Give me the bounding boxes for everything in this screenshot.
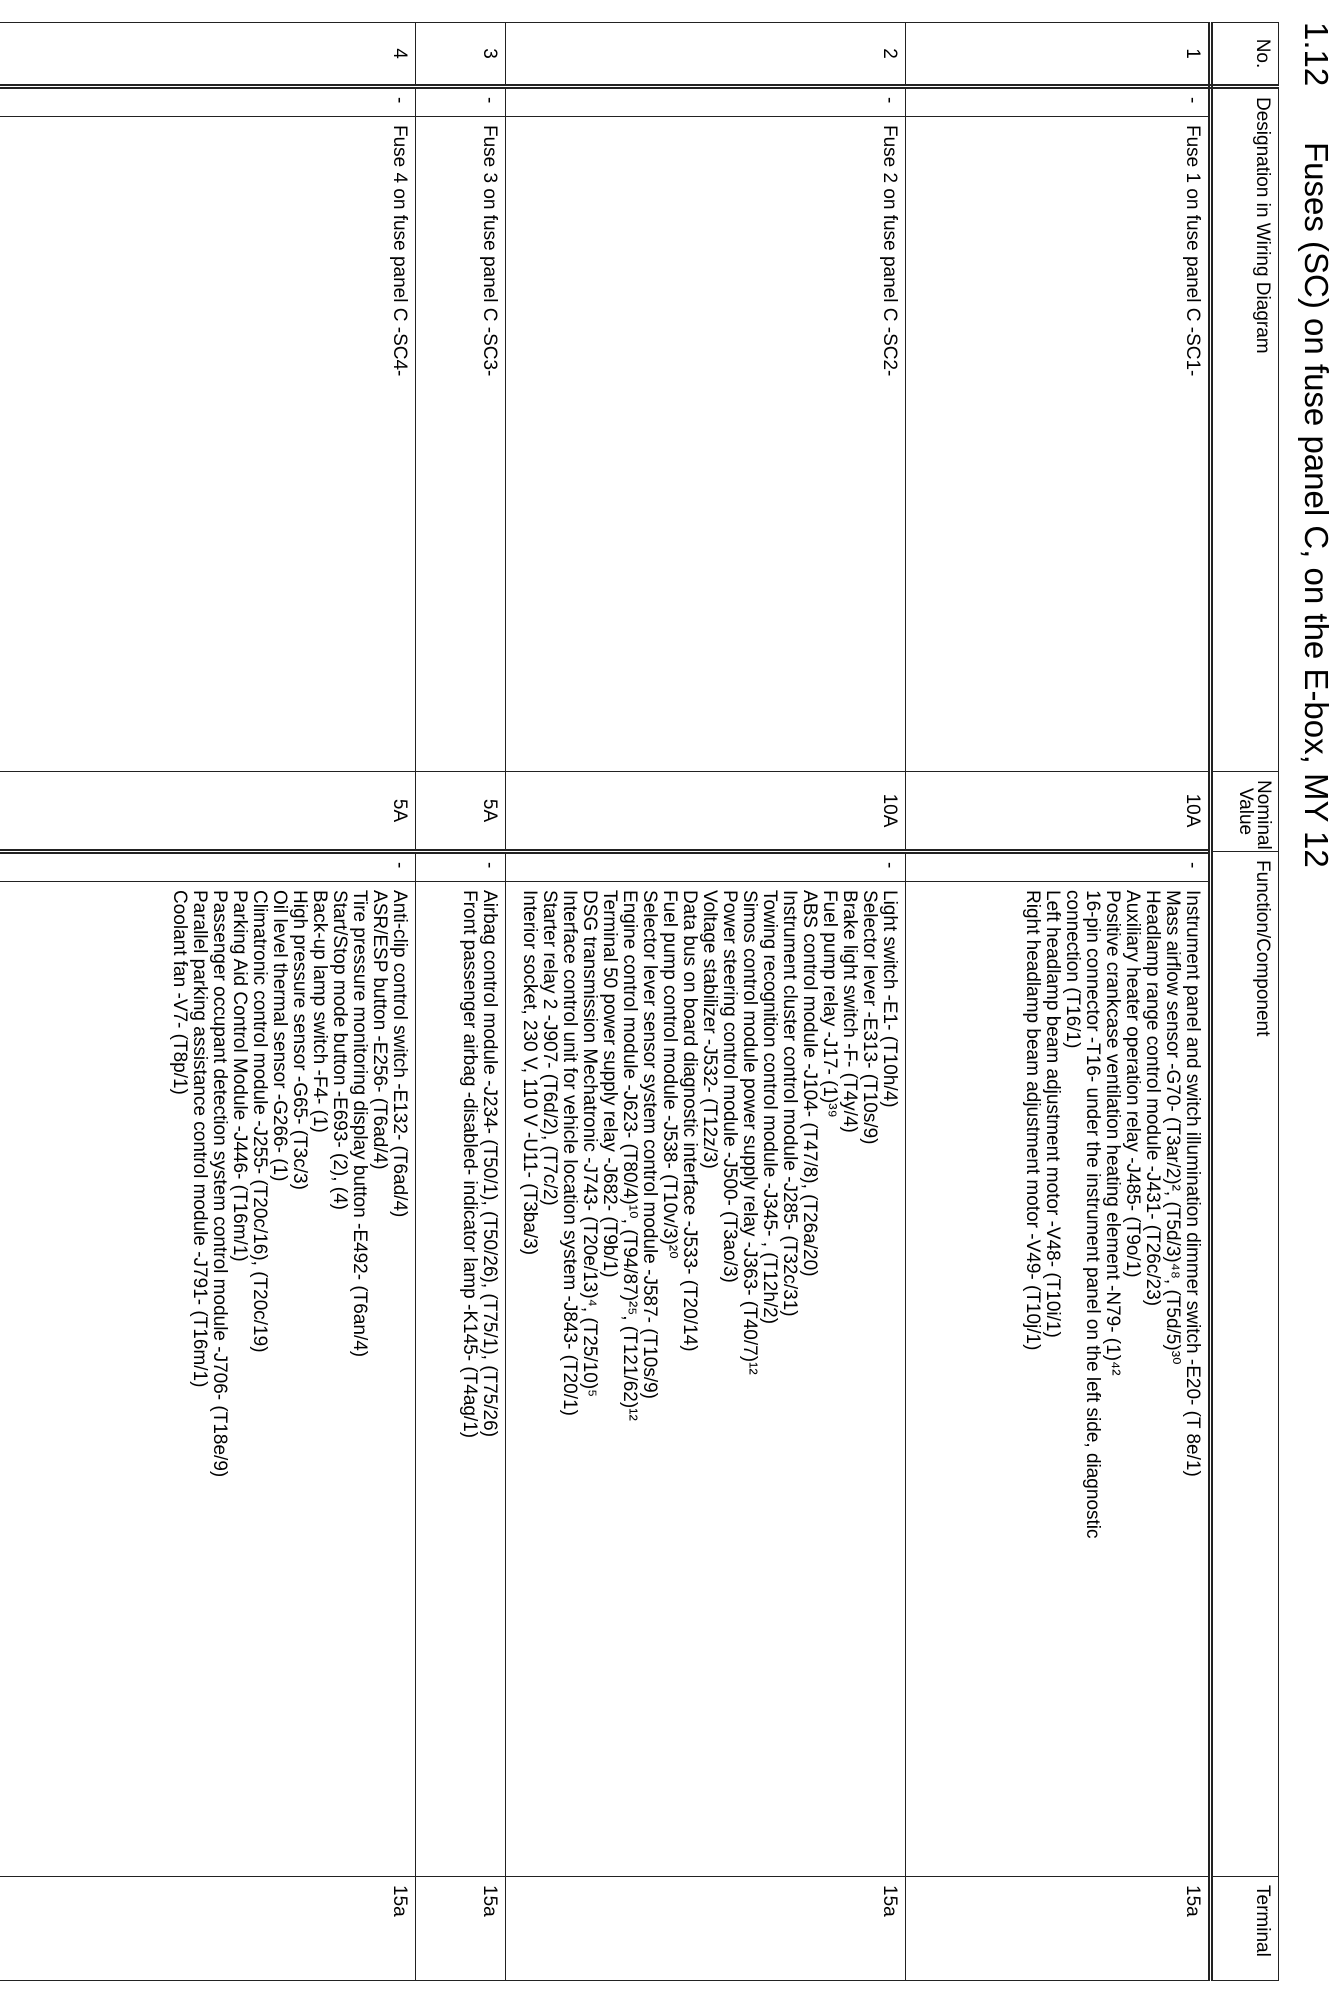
function-component-item: Parallel parking assistance control module -J791- (T16m/1) [189, 890, 210, 1388]
designation: Fuse 3 on fuse panel C -SC3- [416, 117, 506, 772]
function-component-item: Climatronic control module -J255- (T20c/16), (T20c/19) [249, 890, 270, 1353]
function-component-item: Anti-clip control switch -E132- (T6ad/4) [389, 890, 410, 1218]
function-component-item: Mass airflow sensor -G70- (T3ar/2)², (T5d/3)⁴⁸, (T5d/5)³⁰ [1162, 890, 1183, 1365]
section-number: 1.12 [1298, 22, 1335, 87]
table-body [0, 23, 1211, 1981]
designation-dash: - [906, 87, 1211, 117]
function-component-item: Interface control unit for vehicle location system -J843- (T20/1) [559, 890, 580, 1416]
nominal-value: 5A [0, 772, 416, 852]
designation-dash: - [416, 87, 506, 117]
table-row [906, 23, 1211, 1981]
function-component-item: Power steering control module -J500- (T3ao/3) [719, 890, 740, 1283]
function-component-list [906, 882, 1211, 1877]
function-component-item: Towing recognition control module -J345- , (T12h/2) [759, 890, 780, 1325]
section-title [1297, 22, 1335, 868]
function-component-item: Headlamp range control module -J431- (T26c/23) [1142, 890, 1163, 1307]
terminal: 15a [416, 1877, 506, 1981]
header-terminal: Terminal [1211, 1877, 1279, 1981]
function-component-item: Fuel pump control module -J538- (T10v/3)²⁰ [659, 890, 680, 1259]
function-component-item: Auxiliary heater operation relay -J485- (T9o/1) [1122, 890, 1143, 1278]
function-component-item: Coolant fan -V7- (T8p/1) [169, 890, 190, 1095]
fuse-number: 1 [906, 23, 1211, 87]
header-nominal-value: Nominal Value [1211, 772, 1279, 852]
function-dash: - [506, 852, 906, 882]
function-component-item: Right headlamp beam adjustment motor -V49- (T10j/1) [1022, 890, 1043, 1351]
function-component-item: ASR/ESP button -E256- (T6ad/4) [369, 890, 390, 1170]
function-dash: - [906, 852, 1211, 882]
function-component-item: Terminal 50 power supply relay -J682- (T9b/1) [599, 890, 620, 1278]
function-component-item: 16-pin connector -T16- under the instrument panel on the left side, diagnostic [1082, 890, 1103, 1539]
function-component-item: Starter relay 2 -J907- (T6d/2), (T7c/2) [539, 890, 560, 1206]
function-component-item: Airbag control module -J234- (T50/1), (T50/26), (T75/1), (T75/26) [479, 890, 500, 1438]
designation-dash: - [506, 87, 906, 117]
fuse-number: 4 [0, 23, 416, 87]
function-component-item: High pressure sensor -G65- (T3c/3) [289, 890, 310, 1190]
function-component-item: Selector lever -E313- (T10s/9) [859, 890, 880, 1145]
function-component-item: Simos control module power supply relay -J363- (T40/7)¹² [739, 890, 760, 1375]
function-component-item: DSG transmission Mechatronic -J743- (T20e/13)⁴, (T25/10)⁵ [579, 890, 600, 1398]
function-component-list [506, 882, 906, 1877]
function-component-item: Instrument panel and switch illumination dimmer switch -E20- (T 8e/1) [1182, 890, 1203, 1477]
function-dash: - [416, 852, 506, 882]
function-component-item: Oil level thermal sensor -G266- (1) [269, 890, 290, 1182]
table-row [0, 23, 416, 1981]
function-component-item: Fuel pump relay -J17- (1)³⁹ [819, 890, 840, 1118]
function-component-item: Tire pressure monitoring display button -E492- (T6an/4) [349, 890, 370, 1358]
header-no: No. [1211, 23, 1279, 87]
fuse-number: 3 [416, 23, 506, 87]
function-component-item: Interior socket, 230 V, 110 V -U11- (T3ba/3) [519, 890, 540, 1256]
function-component-item: Selector lever sensor system control module -J587- (T10s/9) [639, 890, 660, 1399]
header-function-component: Function/Component [1211, 852, 1279, 1877]
function-component-item: Light switch -E1- (T10h/4) [879, 890, 900, 1108]
designation: Fuse 2 on fuse panel C -SC2- [506, 117, 906, 772]
function-component-list [416, 882, 506, 1877]
nominal-value: 10A [906, 772, 1211, 852]
function-component-item: Parking Aid Control Module -J446- (T16m/1) [229, 890, 250, 1262]
terminal: 15a [0, 1877, 416, 1981]
terminal: 15a [906, 1877, 1211, 1981]
header-designation: Designation in Wiring Diagram [1211, 87, 1279, 772]
fuse-number: 2 [506, 23, 906, 87]
function-component-item: Left headlamp beam adjustment motor -V48- (T10i/1) [1042, 890, 1063, 1338]
function-component-item: Data bus on board diagnostic interface -J533- (T20/14) [679, 890, 700, 1352]
function-component-item: Engine control module -J623- (T80/4)¹⁰, (T94/87)²⁵, (T121/62)¹² [619, 890, 640, 1421]
function-component-item: Positive crankcase ventilation heating element -N79- (1)⁴² [1102, 890, 1123, 1376]
function-component-item: Brake light switch -F- (T4y/4) [839, 890, 860, 1133]
function-component-item: connection (T16/1) [1062, 890, 1083, 1049]
function-component-list [0, 882, 416, 1877]
section-title-text: Fuses (SC) on fuse panel C, on the E-box, MY 12 [1298, 142, 1335, 868]
function-component-item: Voltage stabilizer -J532- (T12z/3) [699, 890, 720, 1169]
function-component-item: Instrument cluster control module -J285- (T32c/31) [779, 890, 800, 1317]
function-component-item: ABS control module -J104- (T47/8), (T26a/20) [799, 890, 820, 1277]
function-component-item: Back-up lamp switch -F4- (1) [309, 890, 330, 1133]
terminal: 15a [506, 1877, 906, 1981]
function-component-item: Passenger occupant detection system control module -J706- (T18e/9) [209, 890, 230, 1478]
nominal-value: 10A [506, 772, 906, 852]
designation-dash: - [0, 87, 416, 117]
function-component-item: Front passenger airbag -disabled- indicator lamp -K145- (T4ag/1) [459, 890, 480, 1439]
designation: Fuse 4 on fuse panel C -SC4- [0, 117, 416, 772]
function-component-item: Start/Stop mode button -E693- (2), (4) [329, 890, 350, 1211]
table-row [416, 23, 506, 1981]
fuse-table [0, 22, 1279, 1981]
table-row [506, 23, 906, 1981]
table-header-row [1211, 23, 1279, 1981]
function-dash: - [0, 852, 416, 882]
designation: Fuse 1 on fuse panel C -SC1- [906, 117, 1211, 772]
nominal-value: 5A [416, 772, 506, 852]
